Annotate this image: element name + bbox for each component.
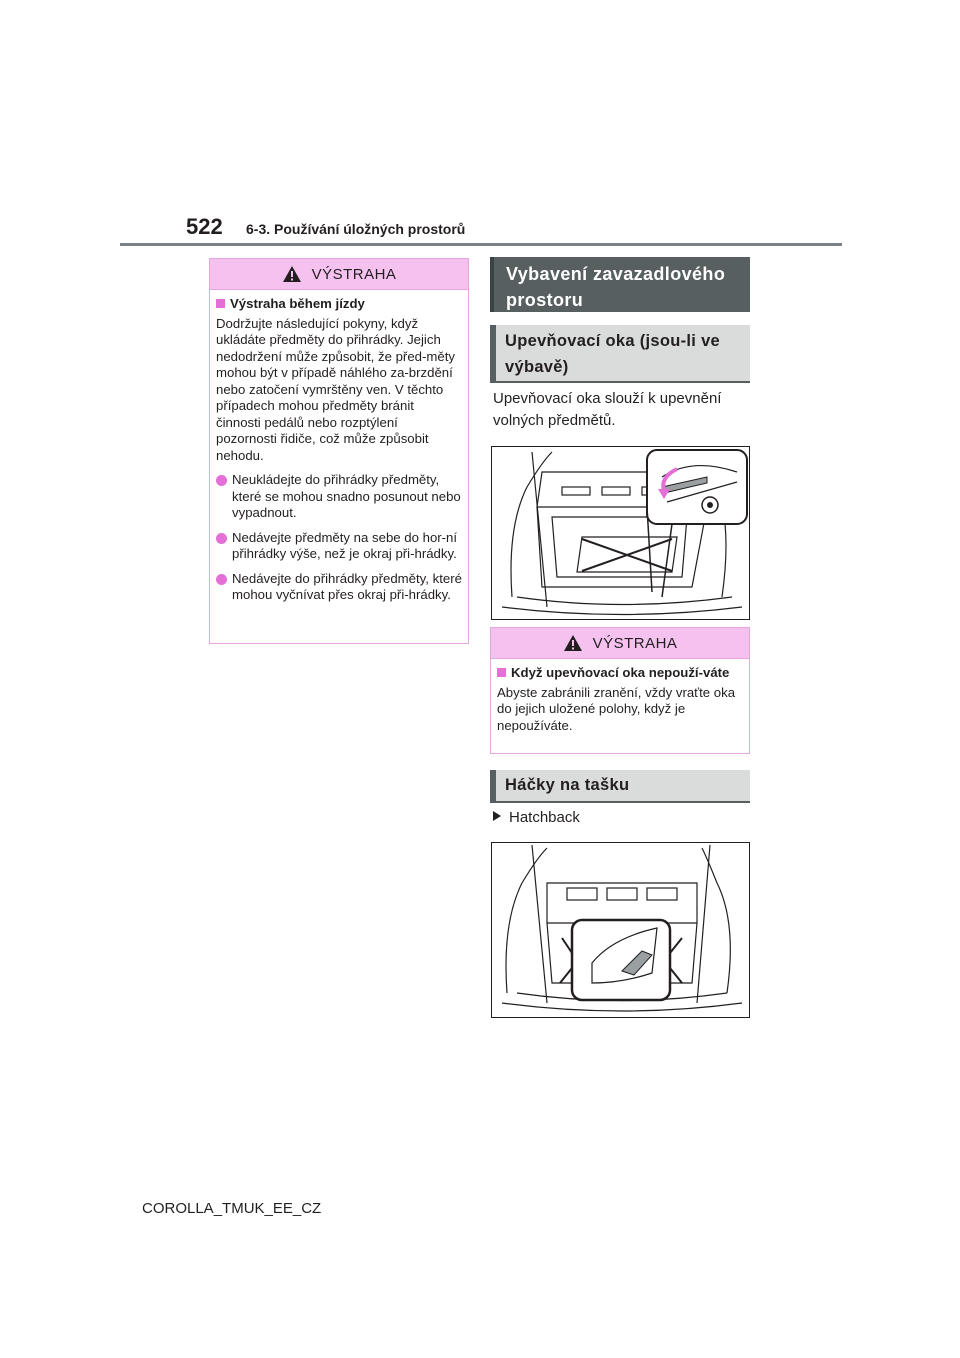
warning-box-tie-down (490, 627, 750, 754)
tie-down-description: Upevňovací oka slouží k upevnění volných předmětů. (493, 390, 722, 429)
header-rule (120, 243, 842, 246)
warning-title-row (216, 296, 462, 313)
warning-bullet-text: Nedávejte do přihrádky předměty, které mohou vyčnívat přes okraj při-hrádky. (232, 570, 462, 602)
warning-header (210, 259, 468, 290)
circle-bullet-icon (216, 475, 227, 486)
square-bullet-icon (216, 299, 225, 308)
warning-header (491, 628, 749, 659)
square-bullet-icon (497, 668, 506, 677)
warning-title: Výstraha během jízdy (230, 296, 365, 311)
circle-bullet-icon (216, 574, 227, 585)
figure-bag-hooks (491, 842, 750, 1018)
warning-bullet-text: Neukládejte do přihrádky předměty, které se mohou snadno posunout nebo vypadnout. (232, 472, 461, 520)
subsection-heading-text: Háčky na tašku (505, 776, 630, 794)
warning-title: Když upevňovací oka nepouží-váte (511, 665, 730, 680)
trunk-tie-down-illustration (492, 447, 749, 619)
subsection-heading-text: Upevňovací oka (jsou-li ve výbavě) (505, 332, 721, 376)
subsection-heading-tie-down-hooks (490, 325, 750, 383)
warning-bullet (216, 530, 462, 563)
variant-label: Hatchback (509, 809, 580, 826)
circle-bullet-icon (216, 533, 227, 544)
warning-paragraph: Abyste zabránili zranění, vždy vraťte oka do jejich uložené polohy, když je nepoužíváte. (497, 684, 736, 733)
warning-bullet (216, 571, 462, 604)
figure-tie-down-hooks (491, 446, 750, 620)
triangle-arrow-icon (493, 811, 501, 821)
warning-triangle-icon (563, 634, 583, 652)
warning-heading: VÝSTRAHA (311, 265, 397, 283)
warning-paragraph: Dodržujte následující pokyny, když ukládáte předměty do přihrádky. Jejich nedodržení může způsobit, že před-měty mohou být v případě náhlého za-brzdění nebo zatočení vymrštěny ven. V těchto případech mohou předměty bránit činnosti pedálů nebo rozptýlení pozornosti řidiče, což může způsobit nehodu. (216, 315, 455, 463)
chapter-title: 6-3. Používání úložných prostorů (246, 221, 466, 237)
page-number: 522 (186, 214, 223, 239)
document-code-footer: COROLLA_TMUK_EE_CZ (142, 1200, 322, 1217)
warning-bullet-text: Nedávejte předměty na sebe do hor-ní přihrádky výše, než je okraj při-hrádky. (232, 529, 458, 561)
warning-title-row (497, 665, 743, 682)
warning-box-driving (209, 258, 469, 644)
warning-triangle-icon (282, 265, 302, 283)
warning-heading: VÝSTRAHA (592, 634, 678, 652)
variant-label-row (493, 807, 580, 829)
section-heading: Vybavení zavazadlového prostoru (490, 257, 750, 312)
warning-bullet (216, 472, 462, 522)
trunk-bag-hook-illustration (492, 843, 749, 1017)
subsection-heading-bag-hooks (490, 770, 750, 803)
